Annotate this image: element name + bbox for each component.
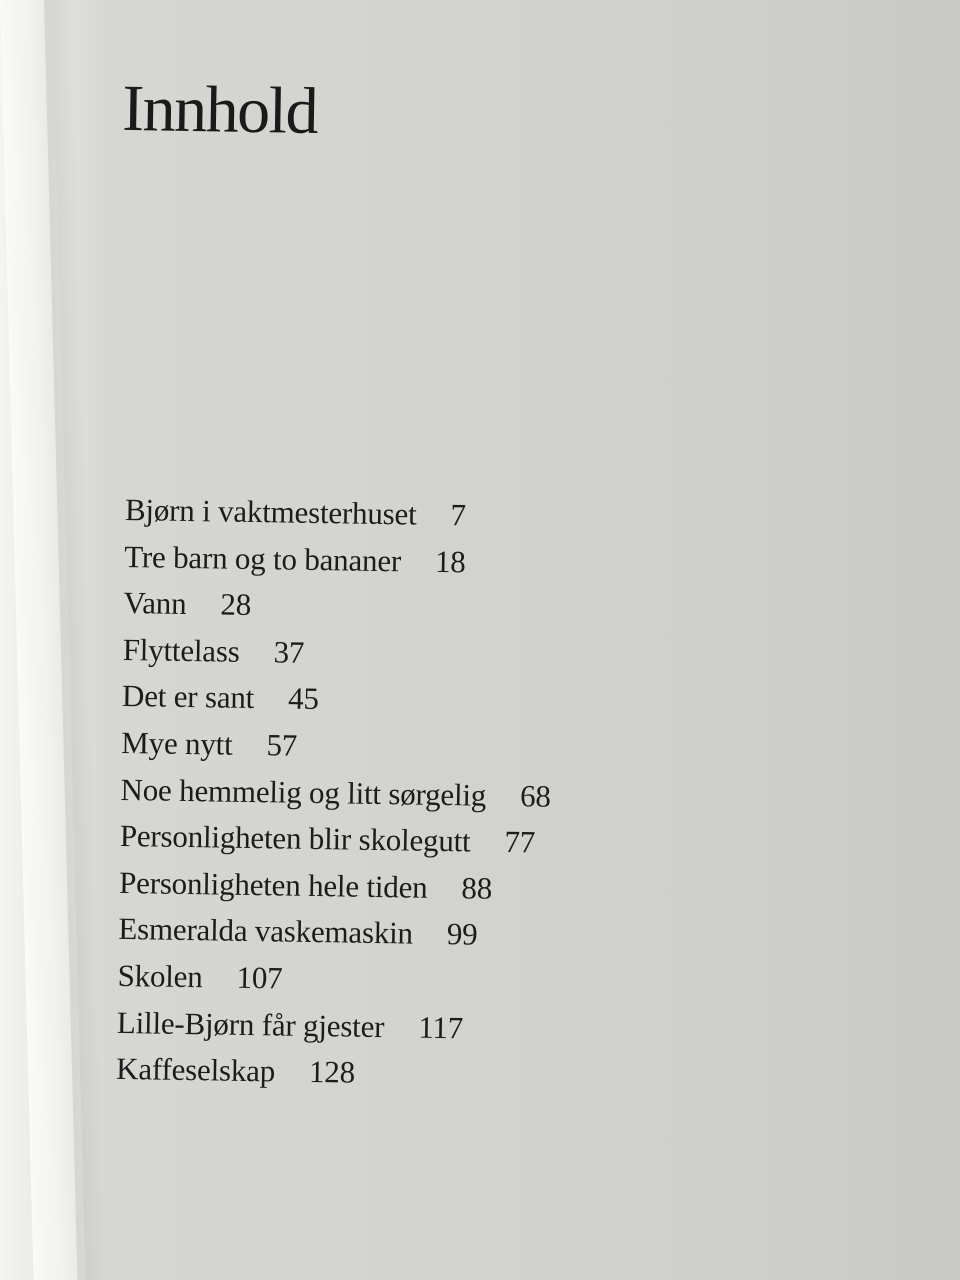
chapter-page-number: 117: [418, 1009, 464, 1045]
toc-entry: [122, 673, 553, 726]
toc-entry: [122, 627, 553, 680]
chapter-title: Esmeralda vaskemaskin: [118, 911, 414, 951]
toc-entry: [116, 1046, 547, 1099]
toc-entry: [118, 906, 549, 959]
chapter-page-number: 107: [236, 959, 283, 996]
chapter-page-number: 77: [504, 824, 536, 860]
toc-entry: [123, 580, 554, 633]
toc-entry: [121, 720, 552, 773]
chapter-page-number: 57: [266, 727, 298, 763]
chapter-title: Det er sant: [121, 678, 255, 716]
toc-entry: [124, 534, 555, 587]
chapter-title: Skolen: [117, 957, 203, 995]
chapter-title: Mye nytt: [121, 724, 233, 762]
chapter-page-number: 18: [434, 543, 466, 579]
chapter-page-number: 45: [287, 680, 320, 717]
toc-entry: [119, 860, 550, 913]
chapter-page-number: 68: [519, 777, 552, 814]
chapter-title: Flyttelass: [122, 631, 240, 669]
chapter-page-number: 7: [450, 497, 467, 533]
chapter-title: Lille-Bjørn får gjester: [116, 1004, 385, 1044]
chapter-page-number: 128: [308, 1054, 356, 1090]
chapter-page-number: 37: [273, 634, 305, 670]
chapter-title: Noe hemmelig og litt sørgelig: [120, 771, 487, 813]
chapter-page-number: 99: [446, 916, 478, 952]
chapter-title: Personligheten hele tiden: [118, 864, 428, 905]
chapter-title: Tre barn og to bananer: [123, 538, 402, 578]
chapter-title: Kaffeselskap: [115, 1051, 276, 1089]
page-title: Innhold: [121, 71, 318, 148]
chapter-page-number: 28: [220, 586, 252, 623]
toc-entry: [120, 767, 551, 820]
toc-entry: [117, 953, 548, 1006]
chapter-title: Vann: [123, 585, 187, 622]
toc-entry: [125, 487, 556, 540]
toc-entry: [117, 999, 548, 1052]
toc-entry: [119, 813, 550, 866]
chapter-page-number: 88: [461, 870, 493, 906]
chapter-title: Personligheten blir skolegutt: [119, 818, 471, 859]
chapter-title: Bjørn i vaktmesterhuset: [124, 491, 417, 532]
table-of-contents: [116, 487, 556, 1099]
